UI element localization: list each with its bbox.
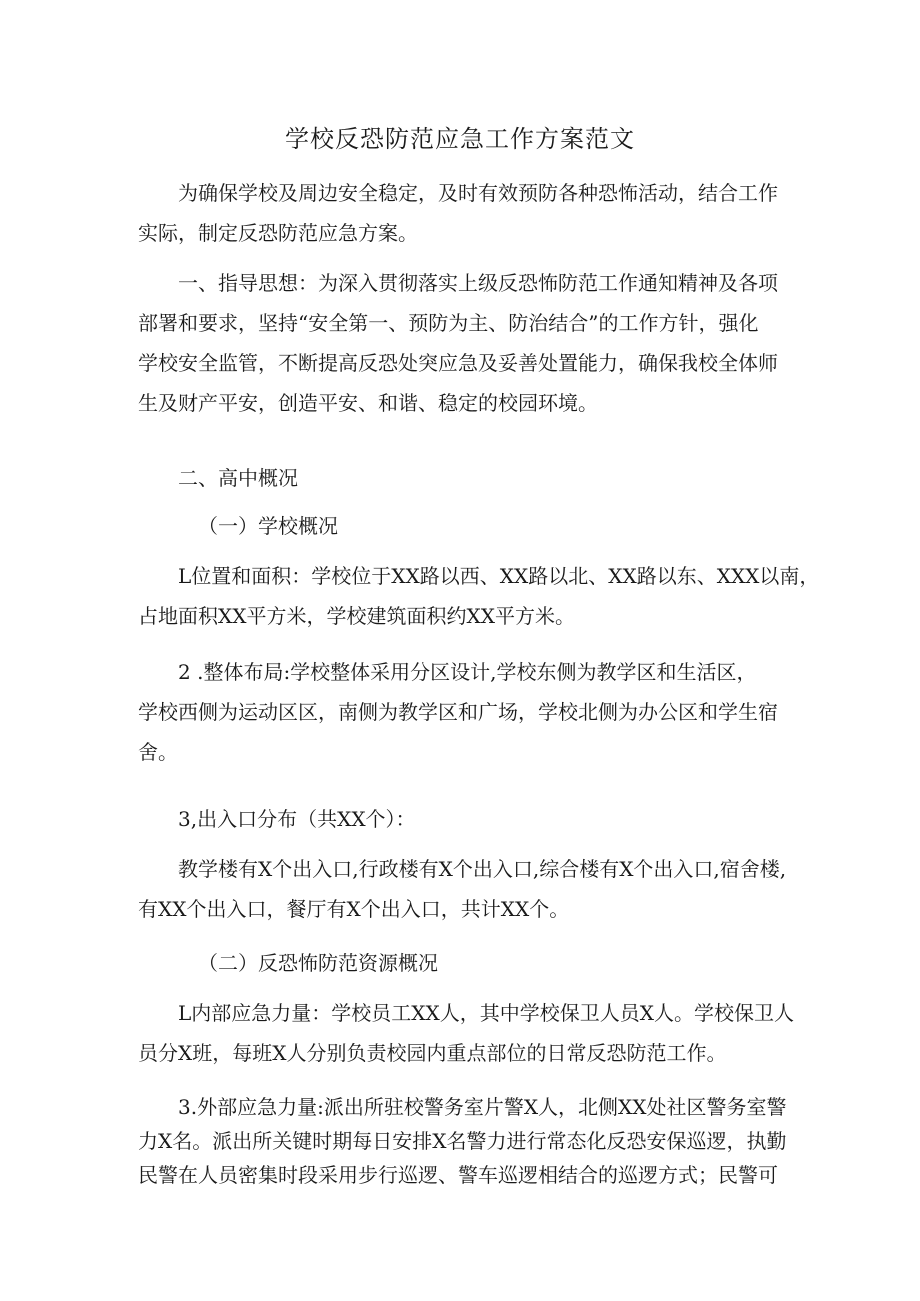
paragraph-intro — [138, 173, 783, 253]
subsection-heading-1 — [138, 506, 783, 546]
paragraph-layout — [138, 652, 783, 772]
text-line: L位置和面积：学校位于XX路以西、XX路以北、XX路以东、XXX以南， — [178, 564, 820, 588]
text-line: （一）学校概况 — [198, 514, 338, 538]
text-line: L内部应急力量：学校员工XX人，其中学校保卫人员X人。学校保卫人 — [178, 1001, 794, 1025]
text-line: 部署和要求，坚持“安全第一、预防为主、防治结合”的工作方针，强化 — [138, 311, 759, 335]
text-line: 2 .整体布局:学校整体采用分区设计,学校东侧为教学区和生活区， — [178, 660, 757, 684]
paragraph-guiding-thought — [138, 263, 783, 423]
text-line: 二、高中概况 — [178, 466, 298, 490]
paragraph-external-forces — [138, 1090, 787, 1192]
subsection-heading-2 — [138, 943, 783, 983]
text-line: 力X名。派出所关键时期每日安排X名警力进行常态化反恐安保巡逻，执勤 — [138, 1129, 787, 1153]
paragraph-entrances-detail — [138, 849, 787, 929]
text-line: 学校西侧为运动区区，南侧为教学区和广场，学校北侧为办公区和学生宿 — [138, 700, 778, 724]
text-line: 员分X班，每班X人分别负责校园内重点部位的日常反恐防范工作。 — [138, 1041, 727, 1065]
text-line: 生及财产平安，创造平安、和谐、稳定的校园环境。 — [138, 391, 598, 415]
paragraph-location — [138, 556, 820, 636]
text-line: 有XX个出入口，餐厅有X个出入口，共计XX个。 — [138, 897, 570, 921]
text-line: 3,出入口分布（共XX个）： — [178, 807, 416, 831]
text-line: 教学楼有X个出入口,行政楼有X个出入口,综合楼有X个出入口,宿舍楼, — [178, 857, 787, 881]
text-line: 3.外部应急力量:派出所驻校警务室片警X人，北侧XX处社区警务室警 — [178, 1095, 787, 1119]
text-line: 为确保学校及周边安全稳定，及时有效预防各种恐怖活动，结合工作 — [178, 181, 778, 205]
text-line: 舍。 — [138, 740, 178, 764]
paragraph-internal-forces — [138, 993, 794, 1073]
text-line: 学校安全监管，不断提高反恐处突应急及妥善处置能力，确保我校全体师 — [138, 351, 778, 375]
text-line: 一、指导思想：为深入贯彻落实上级反恐怖防范工作通知精神及各项 — [178, 271, 778, 295]
paragraph-entrances-heading — [138, 799, 783, 839]
text-line: 占地面积XX平方米，学校建筑面积约XX平方米。 — [138, 604, 575, 628]
document-title: 学校反恐防范应急工作方案范文 — [285, 125, 635, 153]
text-line: 民警在人员密集时段采用步行巡逻、警车巡逻相结合的巡逻方式；民警可 — [138, 1163, 778, 1187]
section-heading-2 — [138, 458, 783, 498]
text-line: 实际，制定反恐防范应急方案。 — [138, 221, 418, 245]
text-line: （二）反恐怖防范资源概况 — [198, 951, 438, 975]
